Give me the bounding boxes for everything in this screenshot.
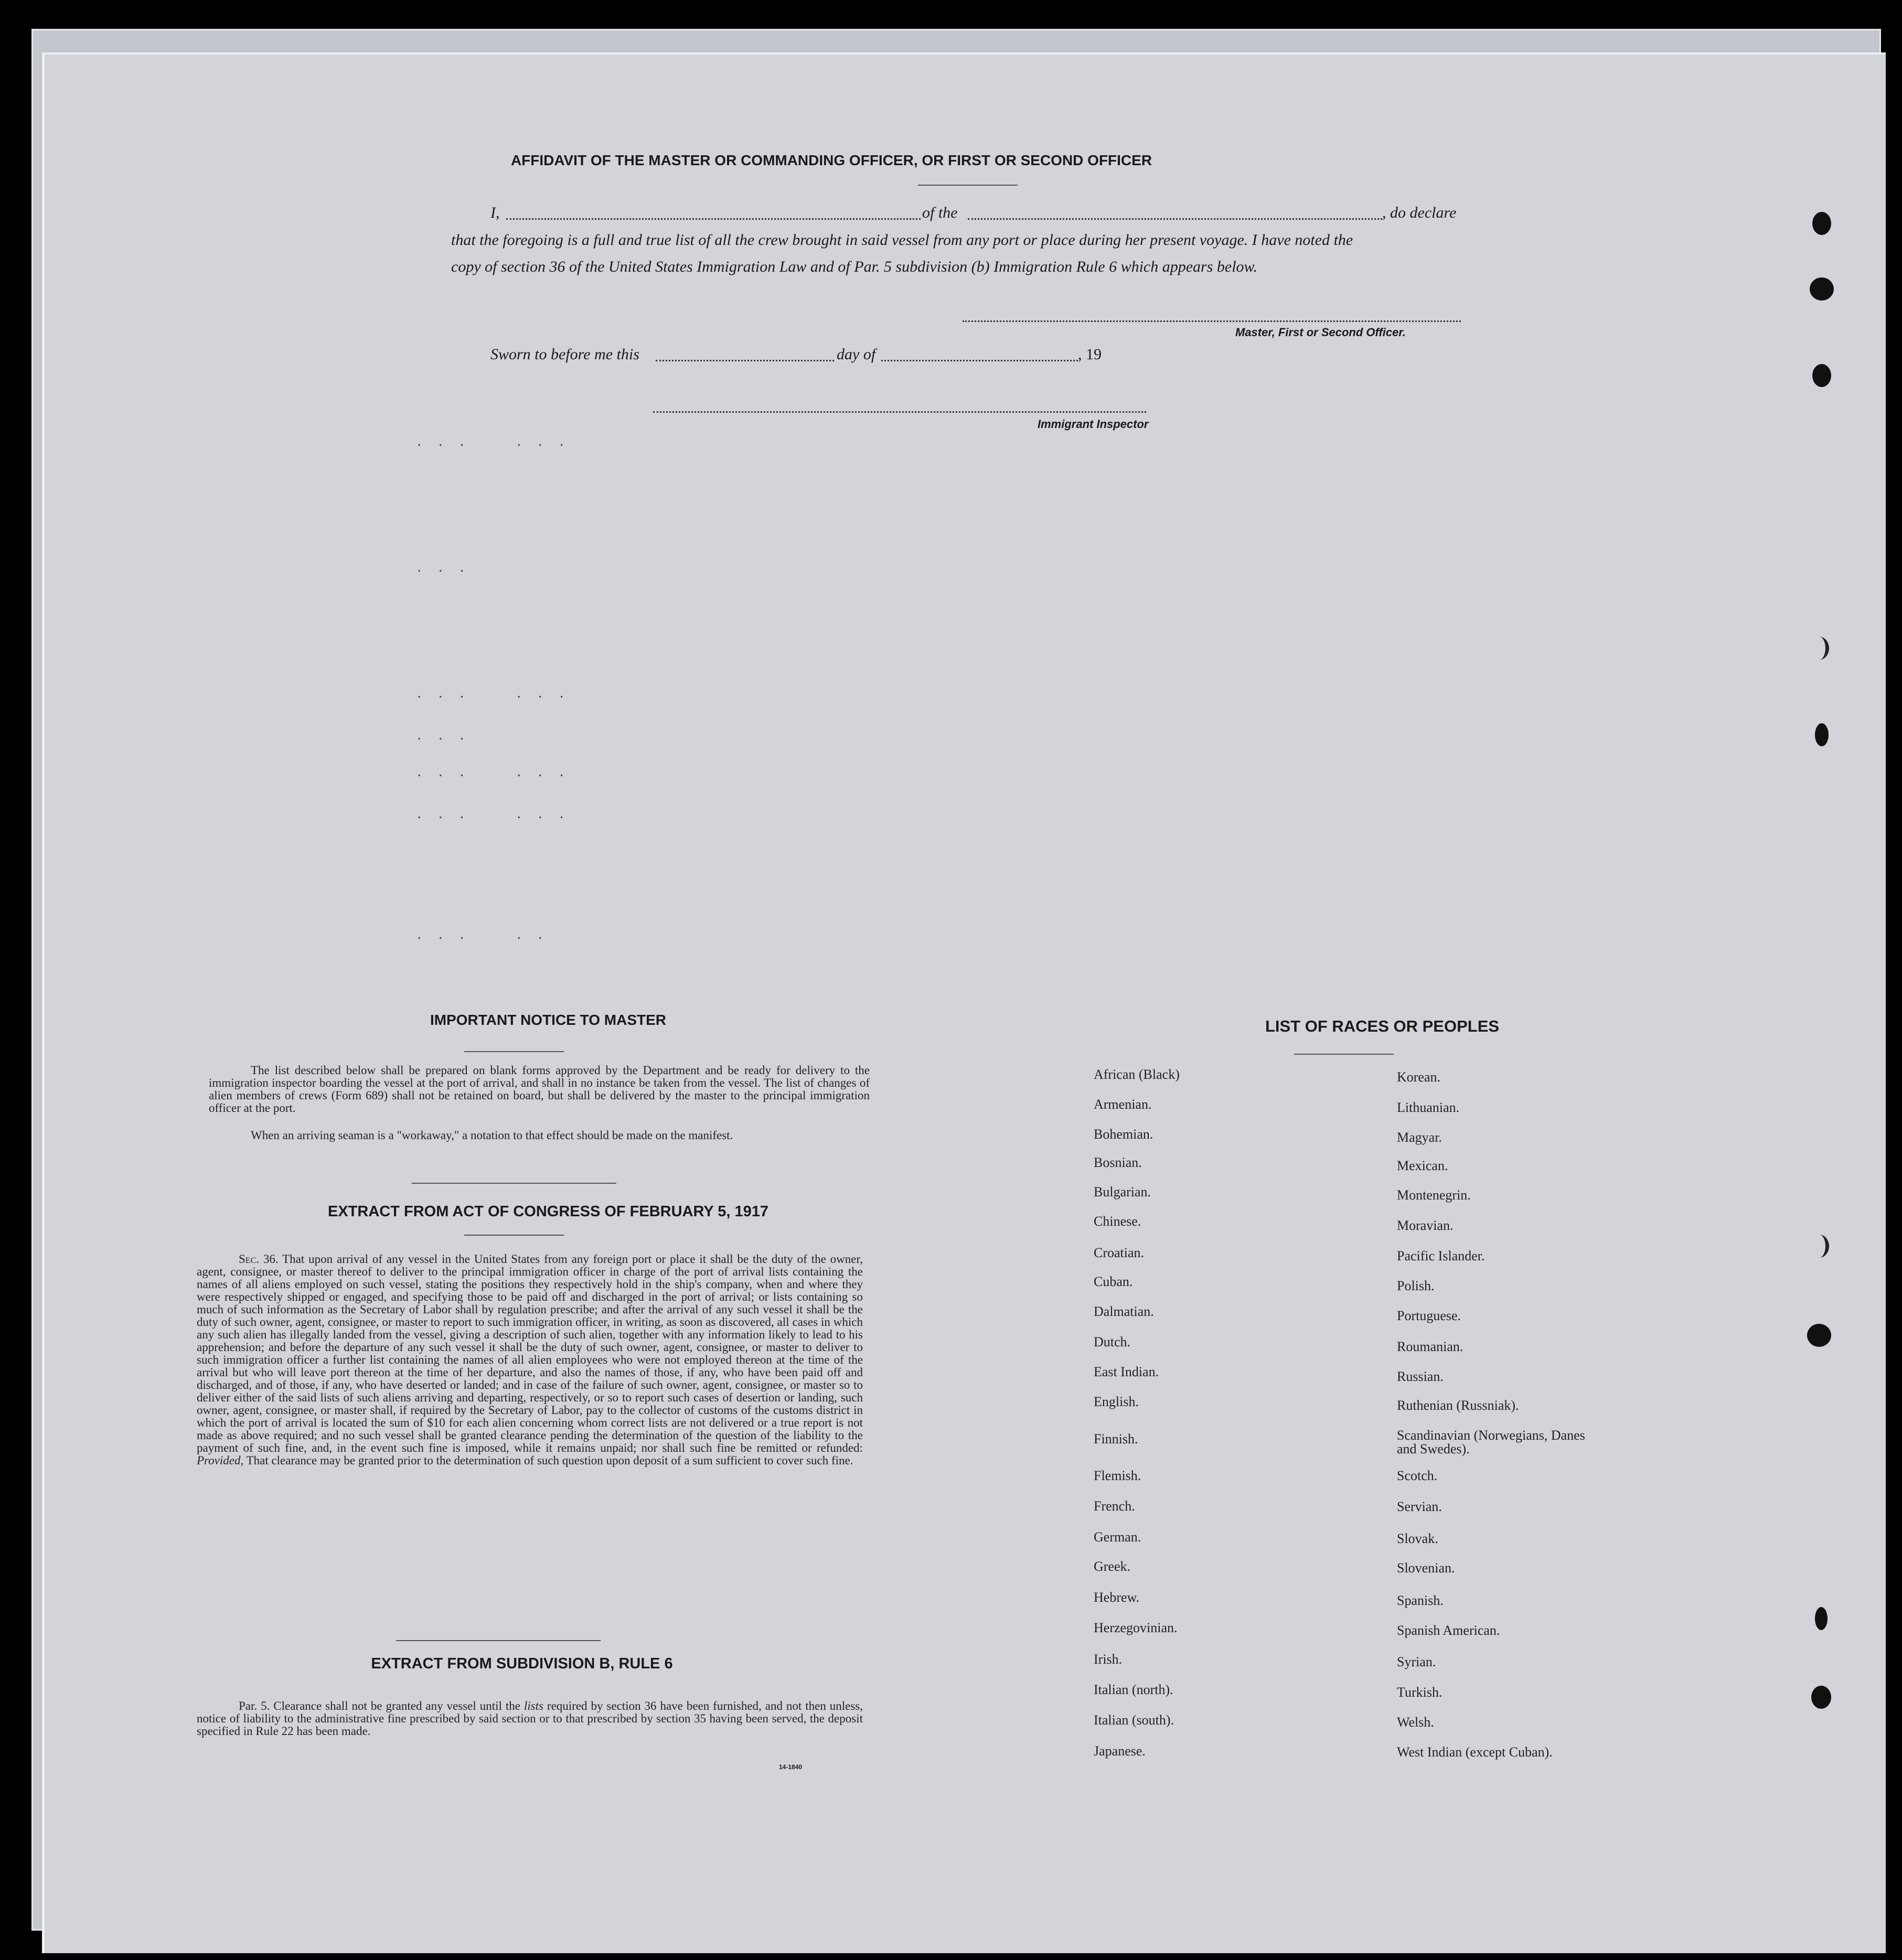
affidavit-declare: , do declare [1382, 204, 1457, 221]
race-item: Cuban. [1094, 1274, 1133, 1289]
race-item: Portuguese. [1397, 1308, 1461, 1323]
race-item: Finnish. [1094, 1431, 1138, 1447]
dot-marks: . . . [417, 726, 471, 743]
race-item: Turkish. [1397, 1685, 1442, 1700]
dot-marks: . . . [517, 684, 570, 701]
act-text-a: That upon arrival of any vessel in the United States from any foreign port or place it shall be the duty of the owner, agent, consignee, or master thereof to deliver to the principal immigration officer in charge of the port of arrival lists containing the names of all aliens employed on such vessel, stating the positions they respectively hold in the ship's company, when and where they were respectively shipped or engaged, and specifying those to be paid off and discharged in the port of arrival; or lists containing so much of such information as the Secretary of Labor shall by regulation prescribe; and after the arrival of any such vessel it shall be the duty of such owner, agent, consignee, or master to report to such immigration officer, in writing, as soon as discovered, all cases in which any such alien has illegally landed from the vessel, giving a description of such alien, together with any information likely to lead to his apprehension; and before the departure of any such vessel it shall be the duty of such owner, agent, consignee, or master to deliver to such immigration officer a further list containing the names of all alien employees who were not employed thereon at the time of the arrival but who will leave port thereon at the time of her departure, and also the names of those, if any, who have been paid off and discharged, and of those, if any, who have deserted or landed; and in case of the failure of such owner, agent, consignee, or master so to deliver either of the said lists of such aliens arriving and departing, respectively, or so to report such cases of desertion or landing, such owner, agent, consignee, or master shall, if required by the Secretary of Labor, pay to the collector of customs of the customs district in which the port of arrival is located the sum of $10 for each alien concerning whom correct lists are not delivered or a true report is not made as above required; and no such vessel shall be granted clearance pending the determination of the question of the liability to the payment of such fine, and, in the event such fine is imposed, while it remains unpaid; nor shall such fine be remitted or refunded: [197, 1252, 863, 1454]
race-item: Dalmatian. [1094, 1304, 1154, 1319]
rule-text-a: Par. 5. Clearance shall not be granted any vessel until the [239, 1699, 520, 1712]
vessel-field[interactable] [968, 218, 1382, 220]
inspector-label: Immigrant Inspector [1038, 417, 1149, 431]
dot-marks: . . . [417, 432, 471, 449]
race-item: Lithuanian. [1397, 1100, 1460, 1115]
race-item: Herzegovinian. [1094, 1620, 1178, 1635]
race-item: Chinese. [1094, 1214, 1141, 1229]
inspector-signature-line[interactable] [653, 411, 1146, 413]
race-item: Hebrew. [1094, 1590, 1140, 1605]
rule-lists: lists [523, 1699, 543, 1712]
race-item: Moravian. [1397, 1218, 1454, 1233]
dot-marks: . . . [517, 432, 570, 449]
race-item: Magyar. [1397, 1130, 1442, 1145]
race-item: Roumanian. [1397, 1339, 1463, 1354]
races-title: LIST OF RACES OR PEOPLES [1265, 1017, 1500, 1035]
affidavit-i: I, [490, 204, 500, 221]
race-item: English. [1094, 1394, 1139, 1409]
binder-hole [1812, 212, 1831, 235]
name-field[interactable] [506, 218, 921, 220]
race-item: Armenian. [1094, 1097, 1152, 1112]
act-section-label: Sec. 36. [239, 1252, 279, 1266]
race-item: Servian. [1397, 1499, 1442, 1514]
race-item: Dutch. [1094, 1334, 1131, 1349]
dot-marks: . . [517, 925, 549, 942]
race-item: Scandinavian (Norwegians, Danes and Swedes). [1397, 1428, 1585, 1456]
race-item: German. [1094, 1529, 1141, 1545]
race-item: Montenegrin. [1397, 1187, 1471, 1203]
race-item: French. [1094, 1498, 1135, 1514]
dot-marks: . . . [417, 558, 471, 575]
divider [396, 1640, 601, 1641]
document-page [42, 52, 1886, 1953]
race-item: Japanese. [1094, 1743, 1146, 1759]
notice-title: IMPORTANT NOTICE TO MASTER [430, 1012, 667, 1028]
act-text-b: That clearance may be granted prior to the determination of such question upon deposit of a sum sufficient to cover such fine. [246, 1454, 853, 1467]
binder-hole [1810, 277, 1834, 301]
race-item: Pacific Islander. [1397, 1248, 1485, 1263]
race-item: Italian (south). [1094, 1712, 1174, 1728]
race-item: Bulgarian. [1094, 1184, 1151, 1199]
race-item: Mexican. [1397, 1158, 1448, 1173]
dot-marks: . . . [417, 684, 471, 701]
race-item: Ruthenian (Russniak). [1397, 1398, 1519, 1413]
form-number: 14-1840 [779, 1763, 803, 1771]
binder-hole [1815, 1607, 1828, 1630]
rule-title: EXTRACT FROM SUBDIVISION B, RULE 6 [371, 1655, 673, 1672]
race-item: Slovenian. [1397, 1560, 1455, 1576]
divider [918, 185, 1018, 186]
race-item: Bosnian. [1094, 1155, 1142, 1170]
notice-text-1: The list described below shall be prepared on blank forms approved by the Department and be ready for delivery to the immigration inspector boarding the vessel at the port of arrival, and shall in no instance be taken from the vessel. The list of changes of alien members of crews (Form 689) shall not be retained on board, but shall be delivered by the master to the principal immigration officer at the port. [209, 1064, 870, 1115]
race-item: West Indian (except Cuban). [1397, 1744, 1553, 1760]
notice-text-2: When an arriving seaman is a "workaway," a notation to that effect should be made on the manifest. [251, 1129, 733, 1142]
affidavit-line2: that the foregoing is a full and true list of all the crew brought in said vessel from any port or place during her present voyage. I have noted the [451, 231, 1353, 249]
race-item: Welsh. [1397, 1715, 1434, 1730]
race-item: Irish. [1094, 1652, 1123, 1667]
rule-body [197, 1700, 863, 1738]
race-item: Syrian. [1397, 1654, 1436, 1669]
race-item: Bohemian. [1094, 1127, 1153, 1142]
master-signature-label: Master, First or Second Officer. [1235, 326, 1406, 339]
race-item: Italian (north). [1094, 1682, 1173, 1697]
race-item: Korean. [1397, 1069, 1441, 1085]
binder-hole [1810, 1235, 1829, 1258]
dot-marks: . . . [417, 925, 471, 942]
notice-paragraph-1 [209, 1064, 870, 1115]
dot-marks: . . . [417, 805, 471, 822]
race-item: Polish. [1397, 1278, 1435, 1293]
affidavit-of-the: of the [922, 204, 958, 221]
master-signature-line[interactable] [963, 320, 1461, 322]
sworn-year: , 19 [1078, 346, 1102, 363]
act-title: EXTRACT FROM ACT OF CONGRESS OF FEBRUARY 5, 1917 [327, 1203, 769, 1220]
binder-hole [1810, 637, 1829, 660]
dot-marks: . . . [517, 805, 570, 822]
binder-hole [1807, 1324, 1831, 1347]
sworn-day-of: day of [837, 346, 876, 363]
divider [1294, 1054, 1394, 1055]
race-item: Spanish American. [1397, 1623, 1500, 1638]
divider [464, 1235, 564, 1236]
race-item: Slovak. [1397, 1531, 1438, 1546]
race-item: Flemish. [1094, 1468, 1141, 1483]
race-item: East Indian. [1094, 1364, 1159, 1379]
sworn-day-field[interactable] [656, 360, 834, 361]
race-item: Greek. [1094, 1559, 1131, 1574]
dot-marks: . . . [417, 763, 471, 780]
notice-paragraph-2 [209, 1129, 870, 1142]
race-item: Spanish. [1397, 1593, 1444, 1608]
sworn-prefix: Sworn to before me this [490, 346, 639, 363]
dot-marks: . . . [517, 763, 570, 780]
affidavit-line3: copy of section 36 of the United States Immigration Law and of Par. 5 subdivision (b) Immigration Rule 6 which appears below. [451, 258, 1257, 275]
divider [464, 1051, 564, 1052]
sworn-month-field[interactable] [881, 360, 1078, 361]
race-item: Scotch. [1397, 1468, 1438, 1483]
act-provided: Provided, [197, 1454, 244, 1467]
race-item: African (Black) [1094, 1067, 1180, 1082]
affidavit-title: AFFIDAVIT OF THE MASTER OR COMMANDING OFFICER, OR FIRST OR SECOND OFFICER [510, 152, 1152, 168]
binder-hole [1815, 723, 1829, 746]
race-item: Russian. [1397, 1369, 1444, 1384]
binder-hole [1812, 364, 1831, 387]
race-item: Croatian. [1094, 1245, 1145, 1260]
binder-hole [1811, 1686, 1831, 1709]
divider [412, 1183, 616, 1184]
act-body [197, 1253, 863, 1467]
rule-text-b: required by section 36 have been furnished, and not then unless, notice of liability to the administrative fine prescribed by said section or to that prescribed by section 35 having been served, the deposit specified in Rule 22 has been made. [197, 1699, 863, 1738]
